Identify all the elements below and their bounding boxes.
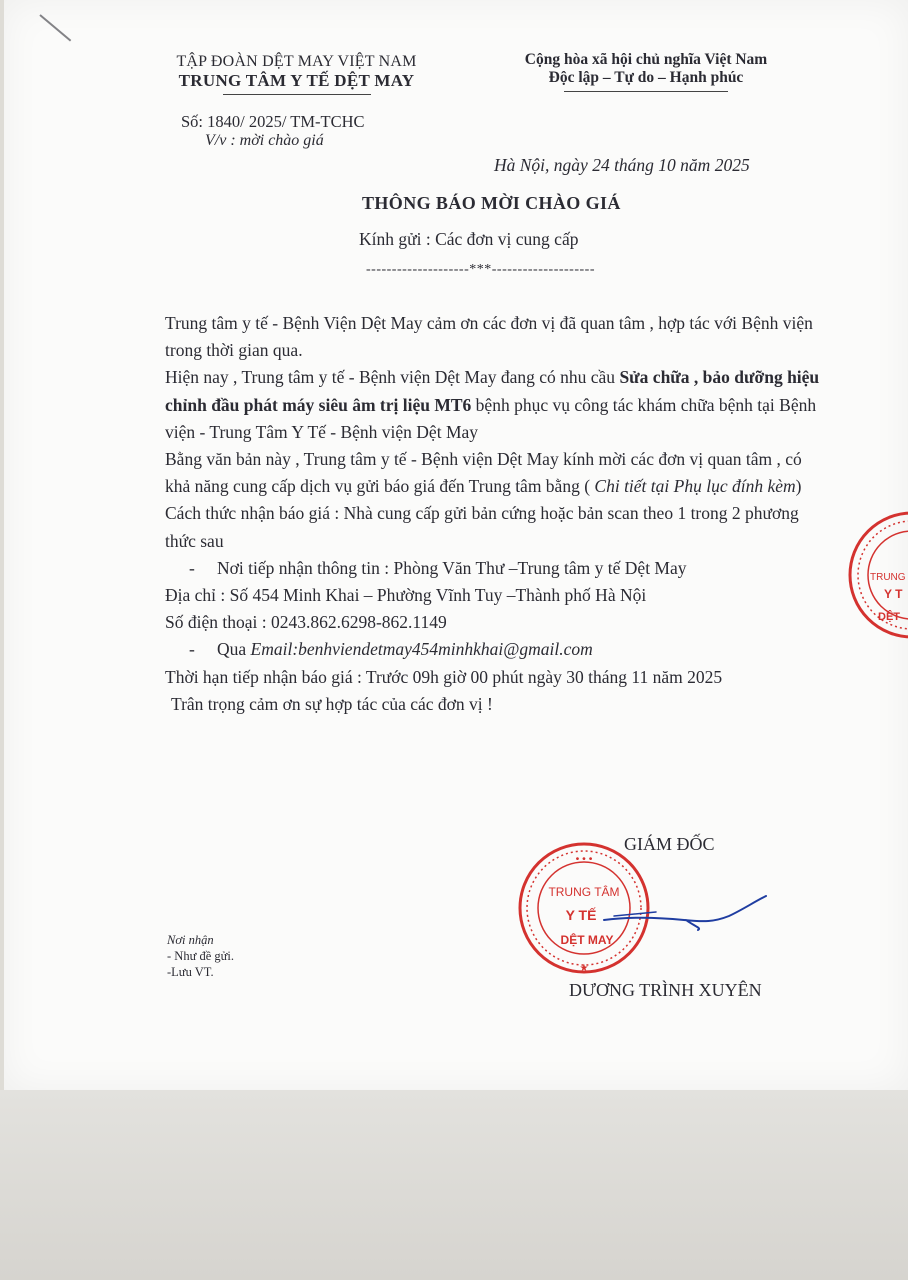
svg-text:TRUNG: TRUNG — [870, 572, 906, 583]
deadline-line: Thời hạn tiếp nhận báo giá : Trước 09h giờ 00 phút ngày 30 tháng 11 năm 2025 — [165, 666, 723, 687]
document-title: THÔNG BÁO MỜI CHÀO GIÁ — [362, 193, 621, 213]
document-subject: V/v : mời chào giá — [205, 132, 324, 149]
edge-stamp — [840, 510, 908, 640]
email-address: Email:benhviendetmay454minhkhai@gmail.com — [250, 639, 593, 660]
stamp-rim-text: • • • — [575, 853, 593, 865]
header-right-underline — [564, 91, 728, 92]
closing-thanks: Trân trọng cảm ơn sự hợp tác của các đơn vị ! — [171, 693, 493, 714]
signature-position: GIÁM ĐỐC — [624, 834, 715, 854]
bullet-dash: - — [189, 639, 195, 660]
desk-background — [0, 1090, 908, 1280]
recipients-line-2: -Lưu VT. — [167, 965, 214, 979]
paragraph-request — [165, 364, 820, 446]
document-number: Số: 1840/ 2025/ TM-TCHC — [181, 112, 365, 131]
paragraph-method: Cách thức nhận báo giá : Nhà cung cấp gửi bản cứng hoặc bản scan theo 1 trong 2 phương thức sau — [165, 503, 799, 551]
paragraph-invitation — [165, 446, 820, 500]
stamp-text-top: TRUNG TÂM — [548, 885, 620, 899]
paper-crease — [39, 14, 71, 41]
stamp-text-bottom: DỆT MAY — [560, 933, 614, 947]
bullet-office — [165, 555, 820, 582]
bullet-dash: - — [189, 557, 195, 578]
address-line: Địa chỉ : Số 454 Minh Khai – Phường Vĩnh Tuy –Thành phố Hà Nội — [165, 585, 647, 606]
separator-line: --------------------***-------------------- — [366, 262, 595, 277]
header-left — [164, 53, 429, 95]
bullet-email-pre: Qua — [217, 639, 251, 660]
org-name: TRUNG TÂM Y TẾ DỆT MAY — [178, 71, 415, 90]
recipients-line-1: - Như đề gửi. — [167, 949, 235, 963]
document-page — [4, 0, 908, 1090]
national-motto: Độc lập – Tự do – Hạnh phúc — [548, 69, 744, 86]
bullet-email — [165, 636, 820, 663]
edge-stamp-text — [870, 572, 906, 623]
document-body — [165, 310, 820, 718]
stamp-text-mid: Y TẾ — [565, 907, 597, 923]
paragraph-thanks-intro: Trung tâm y tế - Bệnh Viện Dệt May cảm ơn các đơn vị đã quan tâm , hợp tác với Bệnh viện trong thời gian qua. — [165, 313, 813, 361]
recipients-block — [167, 932, 234, 980]
header-right — [496, 51, 796, 92]
svg-text:DỆT: DỆT — [878, 611, 900, 623]
phone-line: Số điện thoại : 0243.862.6298-862.1149 — [165, 612, 447, 633]
header-left-underline — [223, 94, 371, 95]
invitation-text-pre: Bằng văn bản này , Trung tâm y tế - Bệnh viện Dệt May kính mời các đơn vị quan tâm , có khả năng cung cấp dịch vụ gửi báo giá đến Trung tâm bằng ( — [165, 449, 802, 497]
request-item-bold: Sửa chữa , bảo dưỡng hiệu chỉnh đầu phát máy siêu âm trị liệu MT6 — [165, 367, 820, 415]
handwritten-signature — [594, 890, 774, 940]
invitation-text-post: ) — [795, 476, 802, 497]
appendix-reference: Chi tiết tại Phụ lục đính kèm — [594, 476, 796, 497]
svg-text:Y T: Y T — [884, 587, 903, 601]
date-line: Hà Nội, ngày 24 tháng 10 năm 2025 — [494, 155, 750, 175]
recipients-heading: Nơi nhận — [167, 933, 214, 947]
signer-name: DƯƠNG TRÌNH XUYÊN — [569, 980, 762, 1000]
bullet-office-text: Nơi tiếp nhận thông tin : Phòng Văn Thư –Trung tâm y tế Dệt May — [217, 557, 687, 578]
org-parent: TẬP ĐOÀN DỆT MAY VIỆT NAM — [176, 53, 417, 70]
request-text-pre: Hiện nay , Trung tâm y tế - Bệnh viện Dệt May đang có nhu cầu — [165, 367, 620, 388]
recipient-line: Kính gửi : Các đơn vị cung cấp — [359, 229, 579, 249]
country-name: Cộng hòa xã hội chủ nghĩa Việt Nam — [524, 51, 768, 68]
stamp-star: ★ — [579, 963, 589, 974]
request-text-post: bệnh phục vụ công tác khám chữa bệnh tại Bệnh viện - Trung Tâm Y Tế - Bệnh viện Dệt May — [165, 394, 817, 442]
